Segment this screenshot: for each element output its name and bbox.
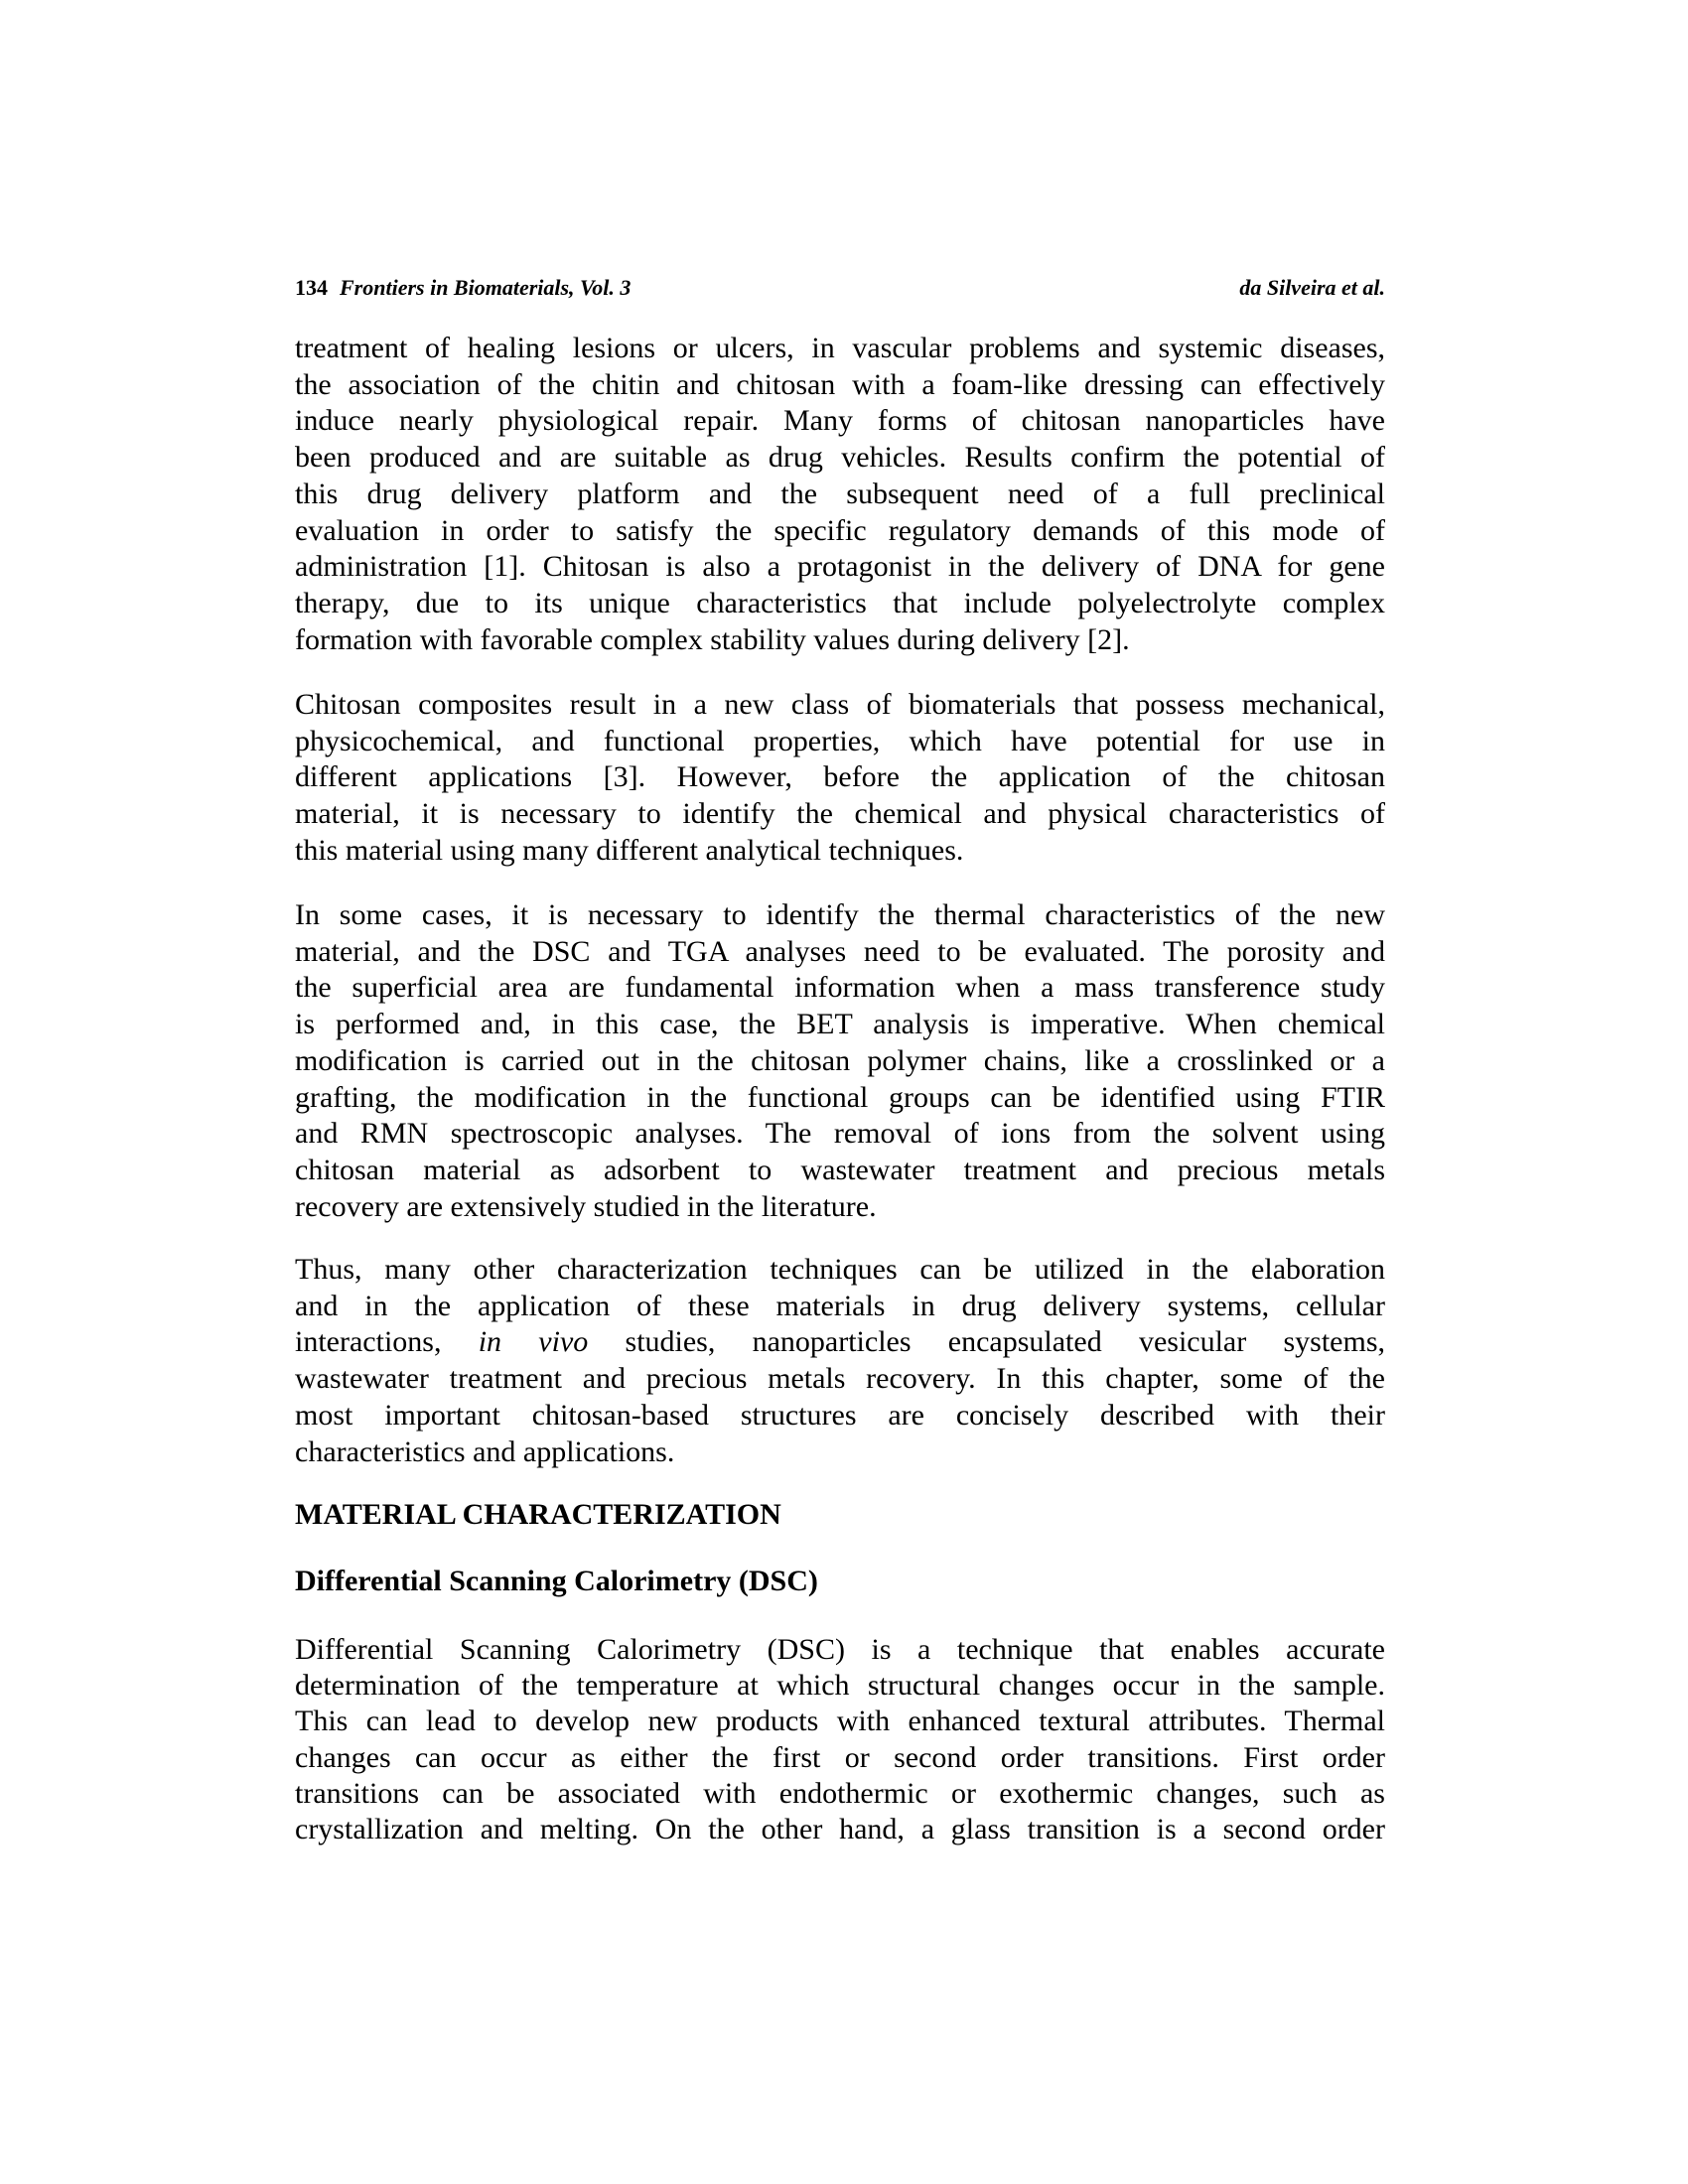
- text-line: induce nearly physiological repair. Many forms of chitosan nanoparticles have: [295, 404, 1385, 438]
- text-line: determination of the temperature at which structural changes occur in the sample.: [295, 1669, 1385, 1703]
- text-line: therapy, due to its unique characteristics that include polyelectrolyte complex: [295, 586, 1385, 619]
- text-line: this material using many different analytical techniques.: [295, 833, 964, 867]
- text-line: This can lead to develop new products with enhanced textural attributes. Thermal: [295, 1705, 1385, 1738]
- text-line: and RMN spectroscopic analyses. The removal of ions from the solvent using: [295, 1117, 1385, 1151]
- text-line: this drug delivery platform and the subsequent need of a full preclinical: [295, 477, 1385, 510]
- text-line: transitions can be associated with endothermic or exothermic changes, such as: [295, 1776, 1385, 1810]
- text-line: wastewater treatment and precious metals recovery. In this chapter, some of the: [295, 1362, 1385, 1396]
- subsection-heading: Differential Scanning Calorimetry (DSC): [295, 1565, 818, 1597]
- text-line: administration [1]. Chitosan is also a protagonist in the delivery of DNA for gene: [295, 550, 1385, 584]
- text-line: chitosan material as adsorbent to wastewater treatment and precious metals: [295, 1153, 1385, 1186]
- text-line: most important chitosan-based structures are concisely described with their: [295, 1398, 1385, 1432]
- text-line: different applications [3]. However, before the application of the chitosan: [295, 760, 1385, 794]
- text-line: evaluation in order to satisfy the specific regulatory demands of this mode of: [295, 513, 1385, 547]
- text-line: [295, 1324, 1385, 1360]
- text-line: treatment of healing lesions or ulcers, in vascular problems and systemic diseases,: [295, 332, 1385, 364]
- text-line: In some cases, it is necessary to identify the thermal characteristics of the new: [295, 898, 1385, 931]
- text-segment: interactions,: [295, 1325, 479, 1359]
- author-attribution: da Silveira et al.: [1239, 275, 1385, 300]
- text-line: and in the application of these materials in drug delivery systems, cellular: [295, 1289, 1385, 1322]
- text-line: the association of the chitin and chitosan with a foam-like dressing can effectively: [295, 367, 1385, 401]
- text-line: Chitosan composites result in a new class of biomaterials that possess mechanical,: [295, 688, 1385, 721]
- text-line: modification is carried out in the chitosan polymer chains, like a crosslinked or a: [295, 1043, 1385, 1077]
- italic-term: in vivo: [478, 1325, 589, 1359]
- section-heading: MATERIAL CHARACTERIZATION: [295, 1498, 781, 1531]
- text-line: grafting, the modification in the functional groups can be identified using FTIR: [295, 1080, 1385, 1114]
- text-line: physicochemical, and functional properties, which have potential for use in: [295, 724, 1385, 757]
- text-line: the superficial area are fundamental information when a mass transference study: [295, 971, 1385, 1005]
- text-line: Differential Scanning Calorimetry (DSC) is a technique that enables accurate: [295, 1633, 1385, 1666]
- text-line: changes can occur as either the first or second order transitions. First order: [295, 1740, 1385, 1774]
- journal-title: Frontiers in Biomaterials, Vol. 3: [340, 275, 632, 300]
- running-header: [295, 274, 1385, 302]
- running-header-left: [295, 274, 631, 302]
- text-line: characteristics and applications.: [295, 1434, 675, 1468]
- page-number: 134: [295, 275, 328, 300]
- text-line: material, and the DSC and TGA analyses need to be evaluated. The porosity and: [295, 934, 1385, 968]
- text-line: formation with favorable complex stability values during delivery [2].: [295, 622, 1130, 656]
- text-line: recovery are extensively studied in the literature.: [295, 1189, 877, 1223]
- text-line: is performed and, in this case, the BET analysis is imperative. When chemical: [295, 1008, 1385, 1041]
- text-segment: studies, nanoparticles encapsulated vesicular systems,: [588, 1325, 1385, 1359]
- text-line: Thus, many other characterization techniques can be utilized in the elaboration: [295, 1253, 1385, 1286]
- text-line: material, it is necessary to identify the chemical and physical characteristics of: [295, 797, 1385, 831]
- text-line: crystallization and melting. On the other hand, a glass transition is a second order: [295, 1813, 1385, 1845]
- text-line: been produced and are suitable as drug vehicles. Results confirm the potential of: [295, 441, 1385, 475]
